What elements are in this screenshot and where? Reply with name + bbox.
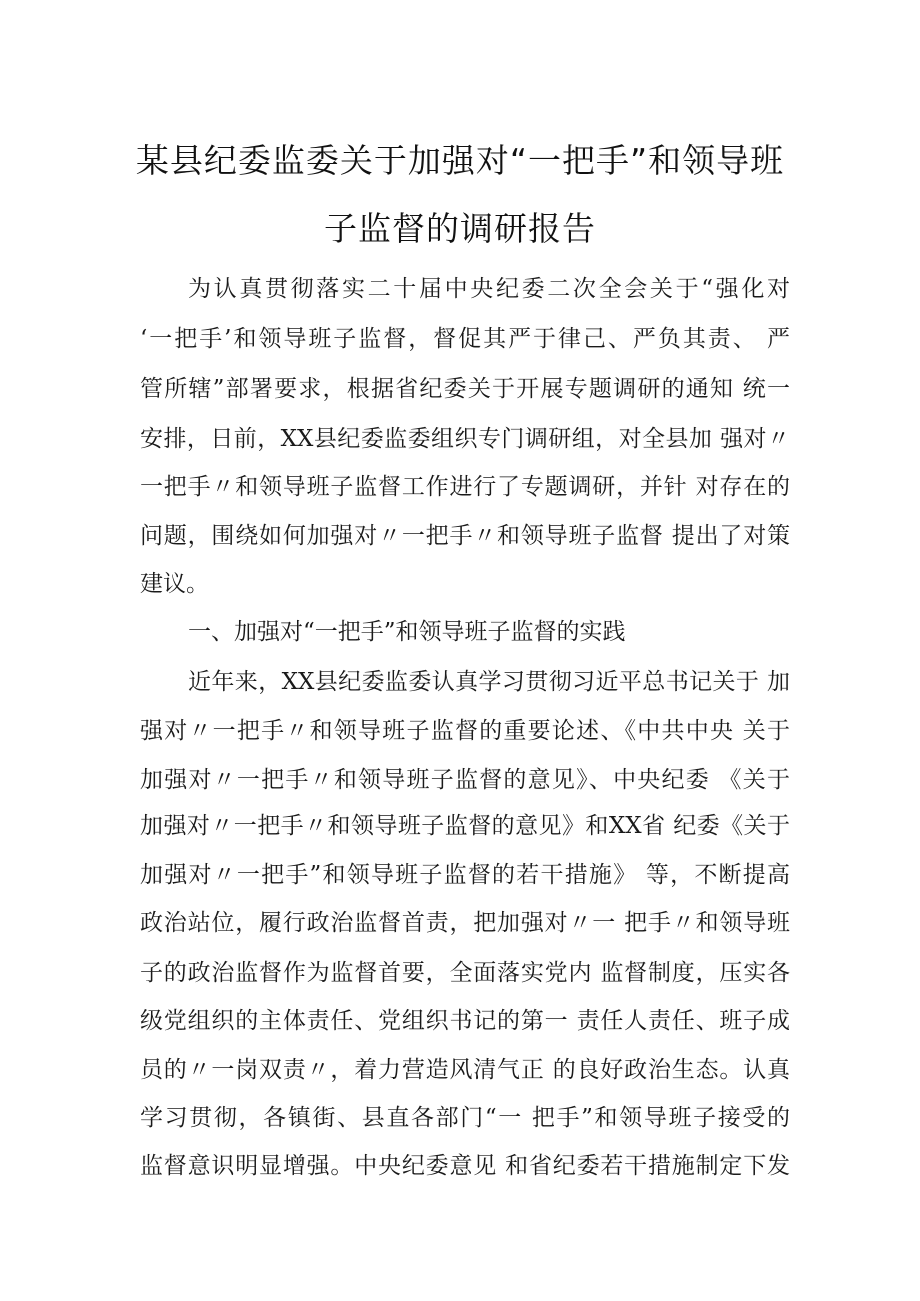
- paragraph-line: 员的〃一岗双责〃，着力营造风清气正 的良好政治生态。认真: [140, 1057, 790, 1083]
- paragraph-line: 政治站位，履行政治监督首责，把加强对〃一 把手〃和领导班: [140, 910, 790, 936]
- paragraph-line: 子的政治监督作为监督首要，全面落实党内 监督制度，压实各: [140, 960, 790, 986]
- paragraph-line: 加强对〃一把手〃和领导班子监督的意见》、中央纪委 《关于: [140, 767, 790, 793]
- paragraph-line: 学习贯彻，各镇街、县直各部门“一 把手”和领导班子接受的: [140, 1105, 790, 1131]
- paragraph-line: 加强对〃一把手〃和领导班子监督的意见》和XX省 纪委《关于: [140, 813, 790, 839]
- paragraph-line: 一把手〃和领导班子监督工作进行了专题调研，并针 对存在的: [140, 474, 790, 500]
- paragraph-line: 管所辖”部署要求，根据省纪委关于开展专题调研的通知 统一: [140, 376, 790, 402]
- paragraph-line: 近年来，XX县纪委监委认真学习贯彻习近平总书记关于 加: [188, 669, 790, 695]
- paragraph-line: 建议。: [140, 571, 209, 597]
- paragraph-line: 问题，围绕如何加强对〃一把手〃和领导班子监督 提出了对策: [140, 523, 790, 549]
- section-heading: 一、加强对“一把手”和领导班子监督的实践: [188, 619, 626, 645]
- paragraph-line: 级党组织的主体责任、党组织书记的第一 责任人责任、班子成: [140, 1008, 790, 1034]
- paragraph-line: 安排，日前，XX县纪委监委组织专门调研组，对全县加 强对〃: [140, 426, 790, 452]
- paragraph-line: 为认真贯彻落实二十届中央纪委二次全会关于“强化对: [188, 276, 790, 302]
- document-title-line-1: 某县纪委监委关于加强对“一把手”和领导班: [135, 141, 785, 180]
- paragraph-line: 监督意识明显增强。中央纪委意见 和省纪委若干措施制定下发: [140, 1153, 790, 1179]
- paragraph-line: 加强对〃一把手”和领导班子监督的若干措施》 等，不断提高: [140, 862, 790, 888]
- paragraph-line: ‘一把手’和领导班子监督，督促其严于律己、严负其责、 严: [140, 326, 790, 352]
- paragraph-line: 强对〃一把手〃和领导班子监督的重要论述、《中共中央 关于: [140, 718, 790, 744]
- document-title-line-2: 子监督的调研报告: [324, 209, 596, 248]
